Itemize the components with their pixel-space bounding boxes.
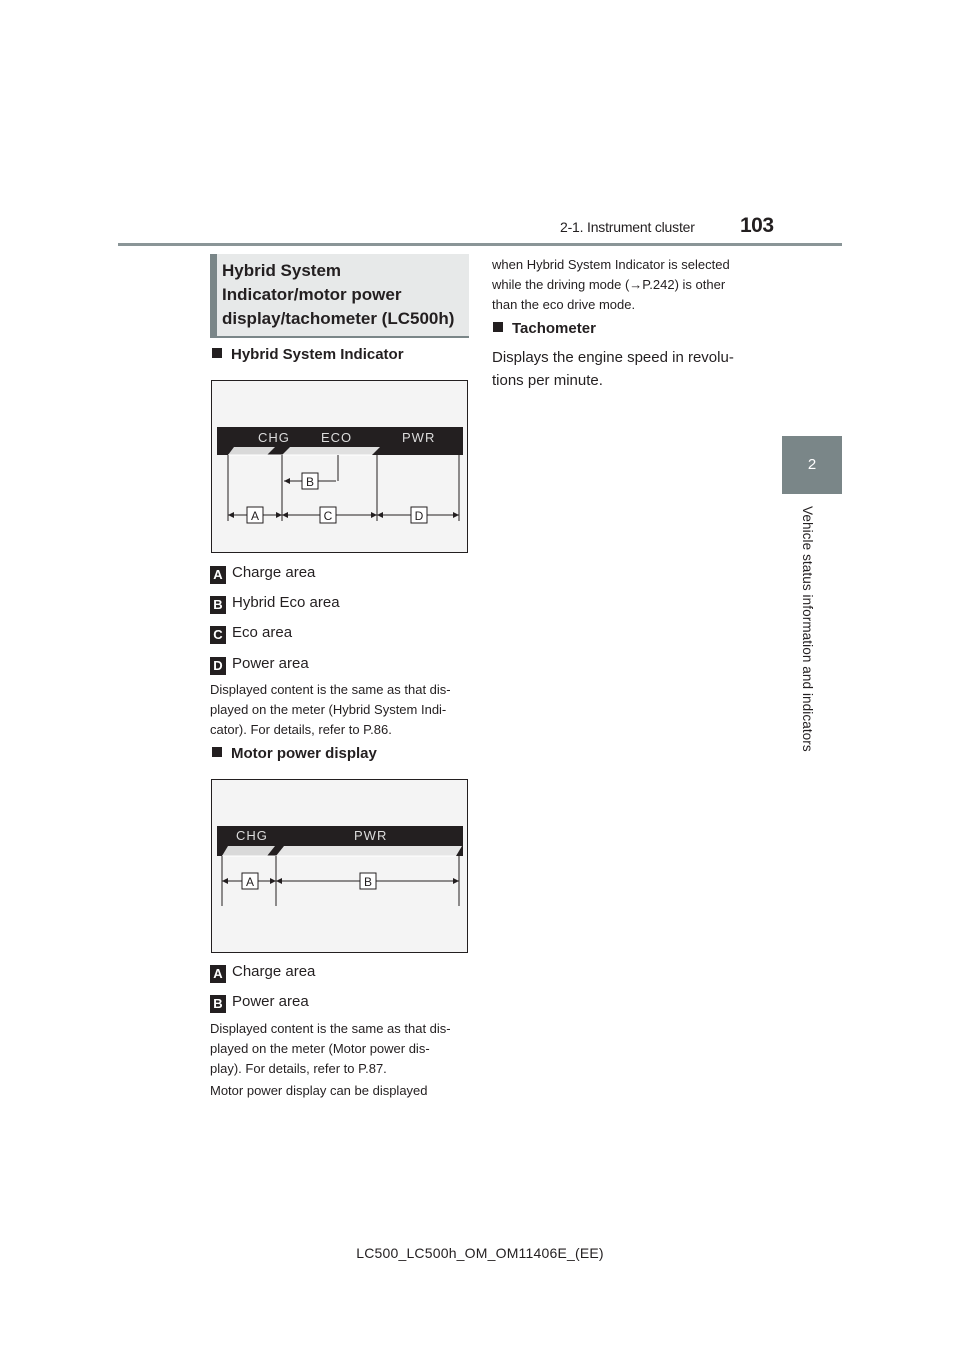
square-bullet-icon bbox=[212, 348, 222, 358]
motor-power-note bbox=[210, 1019, 470, 1101]
square-bullet-icon bbox=[212, 747, 222, 757]
legend-text: Hybrid Eco area bbox=[232, 594, 340, 611]
motor-power-diagram bbox=[212, 780, 467, 952]
note-line: Displayed content is the same as that dis- bbox=[210, 682, 451, 697]
tachometer-heading-text: Tachometer bbox=[512, 320, 596, 337]
bar-label-eco: ECO bbox=[321, 430, 353, 445]
legend-key: B bbox=[210, 995, 226, 1013]
hybrid-indicator-note bbox=[210, 680, 470, 740]
hybrid-indicator-heading bbox=[212, 346, 404, 363]
chapter-title: Vehicle status information and indicators bbox=[800, 506, 815, 752]
callout-b: B bbox=[363, 875, 373, 889]
charge-segment bbox=[228, 447, 275, 455]
legend-text: Charge area bbox=[232, 564, 316, 581]
callout-d: D bbox=[414, 509, 424, 523]
text-line: tions per minute. bbox=[492, 372, 603, 389]
legend-item bbox=[210, 963, 315, 983]
legend-text: Charge area bbox=[232, 963, 316, 980]
legend-text: Power area bbox=[232, 993, 309, 1010]
bar-label-chg: CHG bbox=[236, 828, 268, 843]
note-line: played on the meter (Hybrid System Indi- bbox=[210, 702, 447, 717]
power-segment bbox=[276, 846, 462, 856]
note-line: play). For details, refer to P.87. bbox=[210, 1061, 387, 1076]
text-line: Displays the engine speed in revolu- bbox=[492, 349, 734, 366]
note-line: played on the meter (Motor power dis- bbox=[210, 1041, 430, 1056]
legend-key: A bbox=[210, 566, 226, 584]
legend-key: D bbox=[210, 657, 226, 675]
bar-label-chg: CHG bbox=[258, 430, 290, 445]
callout-a: A bbox=[245, 875, 255, 889]
legend-item bbox=[210, 993, 309, 1013]
section-title: Hybrid System Indicator/motor power display/tachometer (LC500h) bbox=[222, 261, 455, 328]
hybrid-indicator-diagram bbox=[212, 381, 467, 552]
legend-key: B bbox=[210, 596, 226, 614]
document-code: LC500_LC500h_OM_OM11406E_(EE) bbox=[356, 1245, 604, 1261]
page-number: 103 bbox=[740, 214, 774, 237]
text-line: when Hybrid System Indicator is selected bbox=[492, 257, 730, 272]
hybrid-indicator-figure bbox=[211, 380, 468, 553]
note-line: Motor power display can be displayed bbox=[210, 1083, 428, 1098]
hybrid-indicator-heading-text: Hybrid System Indicator bbox=[231, 346, 404, 363]
callout-a: A bbox=[250, 509, 260, 523]
motor-power-heading-text: Motor power display bbox=[231, 745, 377, 762]
callout-b: B bbox=[305, 475, 315, 489]
running-header-section: 2-1. Instrument cluster bbox=[560, 219, 695, 235]
motor-power-heading bbox=[212, 745, 377, 762]
legend-item bbox=[210, 655, 309, 675]
motor-power-figure bbox=[211, 779, 468, 953]
bar-label-pwr: PWR bbox=[402, 430, 436, 445]
tachometer-description bbox=[492, 346, 752, 392]
charge-segment bbox=[222, 846, 275, 856]
text-line: than the eco drive mode. bbox=[492, 297, 636, 312]
note-line: Displayed content is the same as that dis- bbox=[210, 1021, 451, 1036]
legend-text: Eco area bbox=[232, 624, 293, 641]
continuation-text bbox=[492, 255, 752, 315]
callout-c: C bbox=[323, 509, 333, 523]
note-line: cator). For details, refer to P.86. bbox=[210, 722, 392, 737]
square-bullet-icon bbox=[493, 322, 503, 332]
legend-key: C bbox=[210, 626, 226, 644]
legend-item bbox=[210, 624, 292, 644]
text-line: while the driving mode (→P.242) is other bbox=[492, 277, 726, 292]
legend-text: Power area bbox=[232, 655, 309, 672]
bar-label-pwr: PWR bbox=[354, 828, 388, 843]
tachometer-heading bbox=[493, 320, 596, 337]
header-rule bbox=[118, 243, 842, 246]
legend-key: A bbox=[210, 965, 226, 983]
eco-segment bbox=[282, 447, 380, 455]
chapter-number: 2 bbox=[807, 456, 817, 473]
legend-item bbox=[210, 594, 340, 614]
legend-item bbox=[210, 564, 315, 584]
